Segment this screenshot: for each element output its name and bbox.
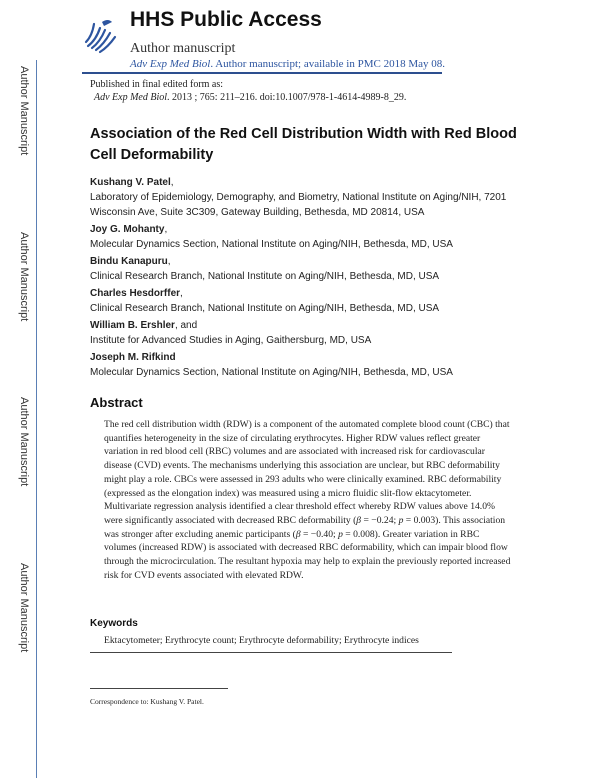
article-title: Association of the Red Cell Distribution Width with Red Blood Cell Deformability xyxy=(90,126,517,163)
author-suffix: , xyxy=(170,177,174,188)
sidebar-label-1: Author Manuscript xyxy=(18,66,30,156)
published-citation-text: . 2013 ; 765: 211–216. doi:10.1007/978-1-4614-4989-8_29. xyxy=(167,92,407,103)
published-label: Published in final edited form as: xyxy=(90,79,224,90)
author-entry xyxy=(90,286,530,316)
sidebar-label-2: Author Manuscript xyxy=(18,232,30,322)
abstract-part: The red cell distribution width (RDW) is a component of the automated complete blood count (CBC) that quantifies heterogeneity in the size of circulating erythrocytes. Higher RDW values reflect greater variation in red blood cell (RBC) volumes and are associated with increased risk for cardiovascular disease (CVD) events. The mechanisms underlying this association are unclear, but RBC deformability might play a role. CBCs were assessed in 293 adults who were clinically examined. RBC deformability (expressed as the elongation index) was measured using a micro fluidic slit-flow ektacytometer. Multivariate regression analysis identified a clear threshold effect whereby RDW values above 14.0% were significantly associated with decreased RBC deformability ( xyxy=(104,419,510,526)
hhs-eagle-icon xyxy=(82,14,120,56)
author-suffix: , xyxy=(167,256,171,267)
keywords-rule xyxy=(90,652,452,653)
author-affiliation: Clinical Research Branch, National Institute on Aging/NIH, Bethesda, MD, USA xyxy=(90,271,440,282)
author-affiliation: Clinical Research Branch, National Institute on Aging/NIH, Bethesda, MD, USA xyxy=(90,303,440,314)
header-journal-line xyxy=(130,58,445,70)
abstract-p: p xyxy=(338,528,343,540)
author-name: William B. Ershler xyxy=(90,320,175,331)
author-suffix: , and xyxy=(174,320,198,331)
author-name: Joy G. Mohanty xyxy=(90,224,165,235)
author-suffix: , xyxy=(180,288,183,299)
author-name: Bindu Kanapuru xyxy=(90,256,168,267)
abstract-part: = −0.24; xyxy=(361,514,399,526)
header-subtitle: Author manuscript xyxy=(130,41,236,56)
abstract-p: p xyxy=(398,514,404,526)
published-citation xyxy=(90,91,406,104)
author-entry xyxy=(90,254,530,284)
author-entry xyxy=(90,318,530,348)
published-journal: Adv Exp Med Biol xyxy=(94,92,168,103)
header-rule xyxy=(82,72,442,74)
abstract-part: = 0.008). Greater variation in RBC volumes (increased RDW) is associated with decreased RBC deformability, which can impair blood flow through the microcirculation. The resultant hypoxia may help to explain the previously reported increased risk for CVD events associated with elevated RDW. xyxy=(104,528,511,581)
author-affiliation: Molecular Dynamics Section, National Institute on Aging/NIH, Bethesda, MD, USA xyxy=(90,367,453,378)
keywords-text: Ektacytometer; Erythrocyte count; Erythrocyte deformability; Erythrocyte indices xyxy=(104,635,419,646)
author-affiliation: Molecular Dynamics Section, National Institute on Aging/NIH, Bethesda, MD, USA xyxy=(90,239,453,250)
author-name: Kushang V. Patel xyxy=(90,177,171,188)
sidebar-label-4: Author Manuscript xyxy=(18,563,30,653)
keywords-heading: Keywords xyxy=(90,618,138,629)
published-block xyxy=(90,78,406,104)
header-title: HHS Public Access xyxy=(130,8,322,31)
sidebar-rule xyxy=(36,60,37,778)
header-availability: . Author manuscript; available in PMC 2018 May 08. xyxy=(210,58,445,70)
author-name: Joseph M. Rifkind xyxy=(90,352,176,363)
abstract-part: = 0.003). This association was stronger after excluding anemic participants ( xyxy=(104,514,506,540)
author-name: Charles Hesdorffer xyxy=(90,288,181,299)
abstract-text xyxy=(104,418,514,582)
abstract-part: = −0.40; xyxy=(300,528,339,540)
footnote-text: Correspondence to: Kushang V. Patel. xyxy=(90,697,204,706)
author-entry xyxy=(90,222,530,252)
abstract-beta: β xyxy=(356,514,362,526)
author-affiliation: Institute for Advanced Studies in Aging, Gaithersburg, MD, USA xyxy=(90,335,372,346)
footnote-rule xyxy=(90,688,228,689)
header-journal-name: Adv Exp Med Biol xyxy=(130,58,211,70)
left-sidebar xyxy=(0,0,36,776)
abstract-beta: β xyxy=(295,528,301,540)
author-entry xyxy=(90,175,530,220)
author-affiliation: Laboratory of Epidemiology, Demography, and Biometry, National Institute on Aging/NIH, 7201 Wisconsin Ave, Suite 3C309, Gateway Building, Bethesda, MD 20814, USA xyxy=(90,192,507,218)
author-entry xyxy=(90,350,530,380)
sidebar-label-3: Author Manuscript xyxy=(18,397,30,487)
abstract-heading: Abstract xyxy=(90,395,143,410)
author-suffix: , xyxy=(164,224,168,235)
